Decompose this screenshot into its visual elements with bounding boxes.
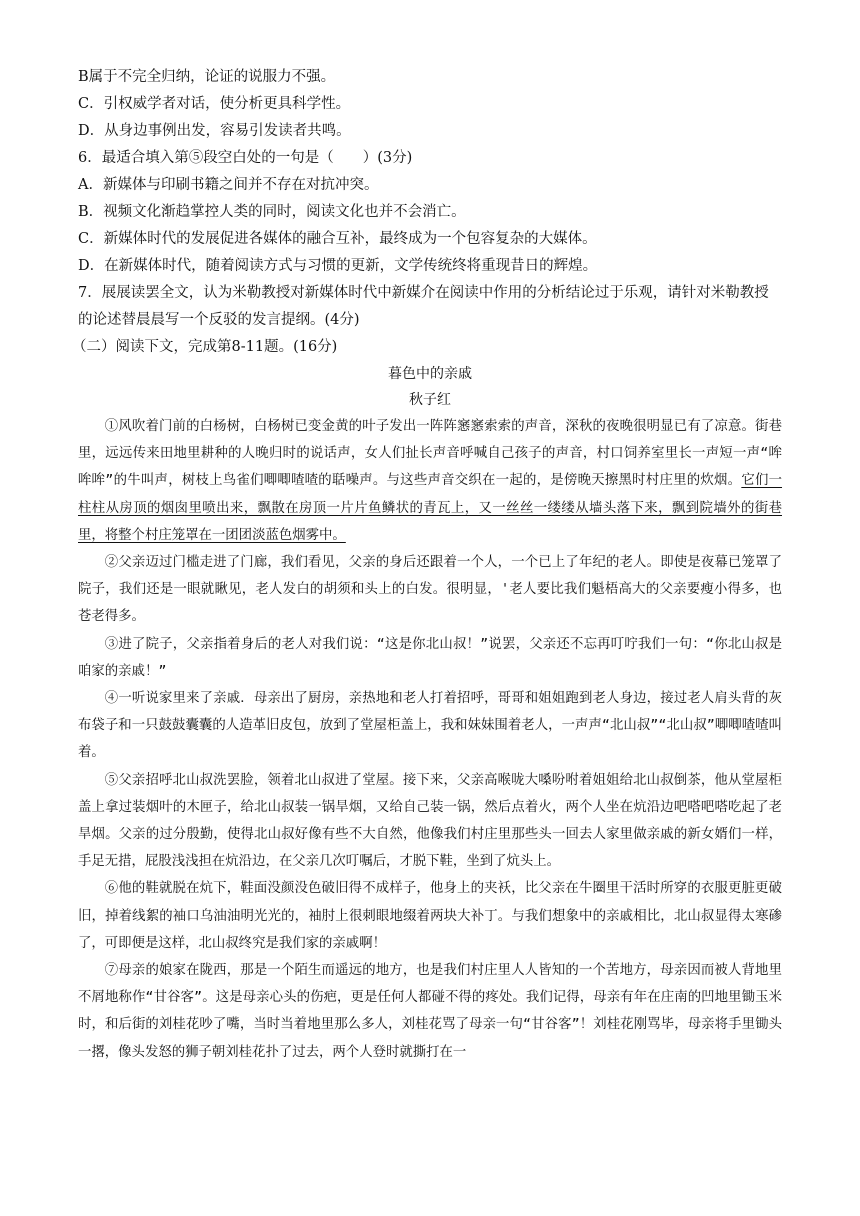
q5-option-b: B属于不完全归纳，论证的说服力不强。	[78, 69, 336, 85]
article-title: 暮色中的亲戚	[388, 366, 472, 382]
paragraph-7: ⑦母亲的娘家在陇西，那是一个陌生而遥远的地方，也是我们村庄里人人皆知的一个苦地方，母亲因而被人背地里不屑地称作“甘谷客”。这是母亲心头的伤疤，更是任何人都碰不得的疼处。我们记得，母亲有年在庄南的凹地里锄玉米时，和后街的刘桂花吵了嘴，当时当着地里那么多人，刘桂花骂了母亲一句“甘谷客”！刘桂花刚骂毕，母亲将手里锄头一撂，像头发怒的狮子朝刘桂花扑了过去，两个人登时就撕打在一	[78, 963, 782, 1060]
paragraph-4: ④一听说家里来了亲戚．母亲出了厨房，亲热地和老人打着招呼，哥哥和姐姐跑到老人身边，接过老人肩头背的灰布袋子和一只鼓鼓囊囊的人造革旧皮包，放到了堂屋柜盖上，我和妹妹围着老人，一声声“北山叔”“北山叔”唧唧喳喳叫着。	[78, 691, 782, 761]
question-7: 7．展展读罢全文，认为米勒教授对新媒体时代中新媒介在阅读中作用的分析结论过于乐观，请针对米勒教授的论述替晨晨写一个反驳的发言提纲。(4分)	[78, 285, 769, 328]
question-6: 6．最适合填入第⑤段空白处的一句是（ ）(3分)	[78, 150, 413, 166]
page-content	[72, 64, 783, 1066]
q6-option-c: C．新媒体时代的发展促进各媒体的融合互补，最终成为一个包容复杂的大媒体。	[78, 231, 597, 247]
paragraph-1-text: ①风吹着门前的白杨树，白杨树已变金黄的叶子发出一阵阵窸窸索索的声音，深秋的夜晚很明显已有了凉意。街巷里，远远传来田地里耕种的人晚归时的说话声，女人们扯长声音呼喊自己孩子的声音，村口饲养室里长一声短一声“哞哞哞”的牛叫声，树枝上鸟雀们唧唧喳喳的聒噪声。与这些声音交织在一起的，是傍晚天擦黑时村庄里的炊烟。	[78, 419, 782, 489]
paragraph-1-underlined-sentence: 它们一柱柱从房顶的烟囱里喷出来，飘散在房顶一片片鱼鳞状的青瓦上，又一丝丝一缕缕从墙头落下来，飘到院墙外的街巷里，将整个村庄笼罩在一团团淡蓝色烟雾中。	[78, 473, 783, 543]
paragraph-3: ③进了院子，父亲指着身后的老人对我们说：“这是你北山叔！”说罢，父亲还不忘再叮咛我们一句：“你北山叔是咱家的亲戚！”	[78, 636, 782, 679]
q6-option-b: B．视频文化渐趋掌控人类的同时，阅读文化也并不会消亡。	[78, 204, 466, 220]
paragraph-5: ⑤父亲招呼北山叔洗罢脸，领着北山叔进了堂屋。接下来，父亲高喉咙大嗓吩咐着姐姐给北山叔倒茶，他从堂屋柜盖上拿过装烟叶的木匣子，给北山叔装一锅旱烟，又给自己装一锅，然后点着火，两个人坐在炕沿边吧嗒吧嗒吃起了老旱烟。父亲的过分殷勤，使得北山叔好像有些不大自然，他像我们村庄里那些头一回去人家里做亲戚的新女婿们一样，手足无措，屁股浅浅担在炕沿边，在父亲几次叮嘱后，才脱下鞋，坐到了炕头上。	[78, 772, 782, 870]
paragraph-2: ②父亲迈过门槛走进了门廊，我们看见，父亲的身后还跟着一个人，一个已上了年纪的老人。即使是夜幕已笼罩了院子，我们还是一眼就瞅见，老人发白的胡须和头上的白发。很明显，'老人要比我们魁梧高大的父亲要瘦小得多，也苍老得多。	[78, 555, 782, 625]
section-2-heading: （二）阅读下文，完成第8-11题。(16分)	[72, 339, 338, 355]
paragraph-6: ⑥他的鞋就脱在炕下，鞋面没颜没色破旧得不成样子，他身上的夹袄，比父亲在牛圈里干活时所穿的衣服更脏更破旧，掉着线絮的袖口乌油油明光光的，袖肘上很刺眼地缀着两块大补丁。与我们想象中的亲戚相比，北山叔显得太寒碜了，可即便是这样，北山叔终究是我们家的亲戚啊！	[78, 881, 782, 951]
article-author: 秋子红	[409, 392, 451, 408]
q5-option-c: C．引权威学者对话，使分析更具科学性。	[78, 96, 351, 112]
q6-option-d: D．在新媒体时代，随着阅读方式与习惯的更新，文学传统终将重现昔日的辉煌。	[78, 258, 598, 274]
paragraph-1	[78, 413, 782, 549]
q6-option-a: A．新媒体与印刷书籍之间并不存在对抗冲突。	[78, 177, 379, 193]
q5-option-d: D．从身边事例出发，容易引发读者共鸣。	[78, 123, 351, 139]
